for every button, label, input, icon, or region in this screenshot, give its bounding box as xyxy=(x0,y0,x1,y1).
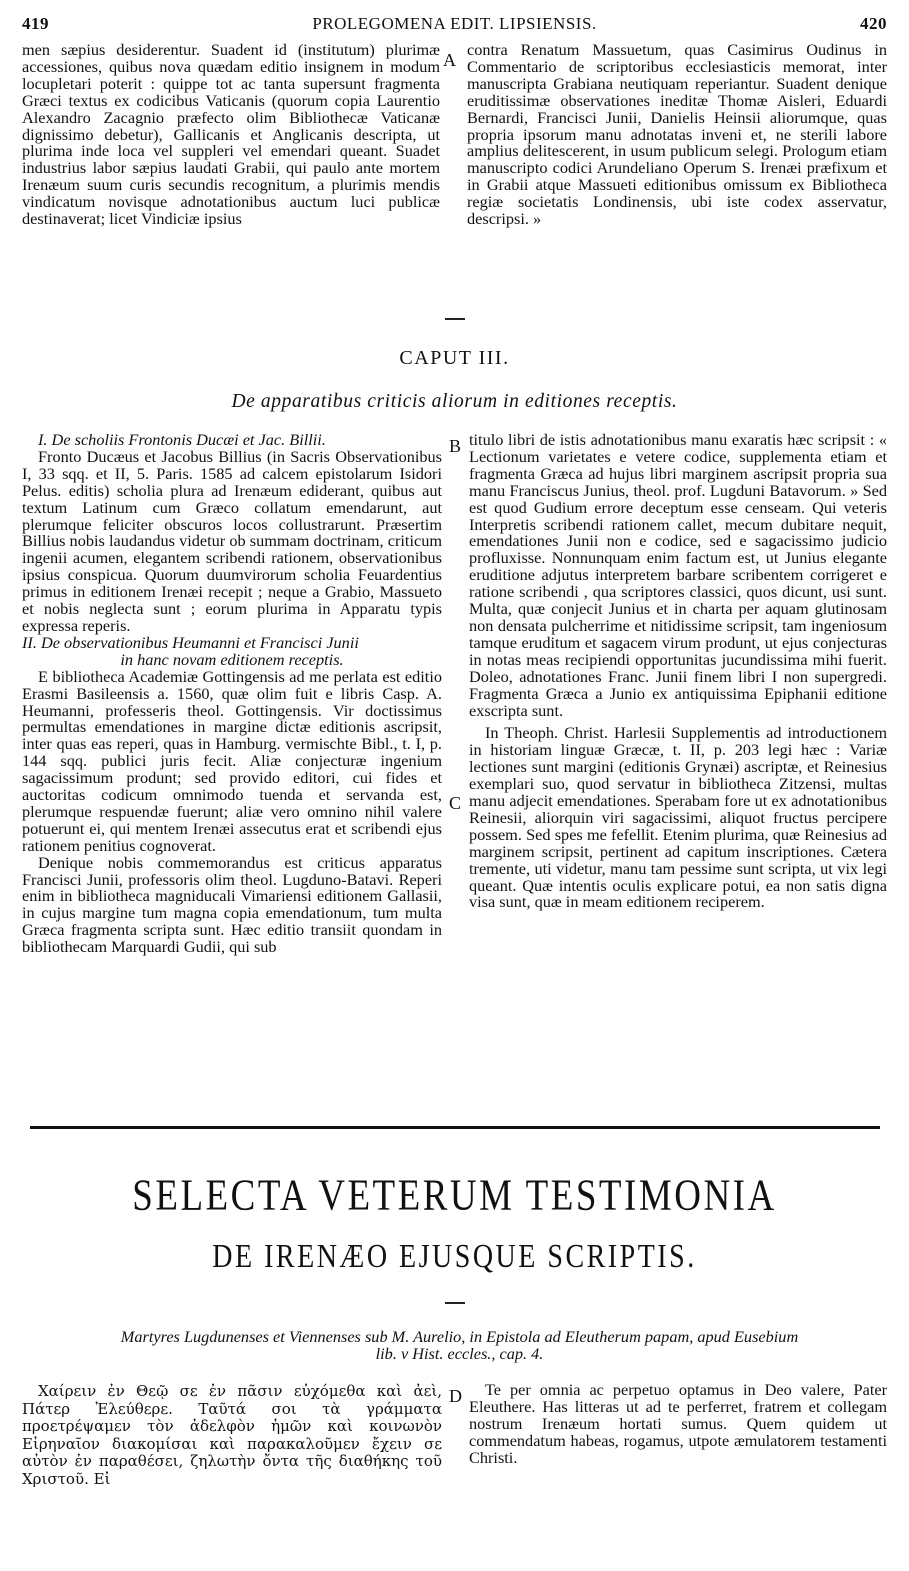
top-left-column xyxy=(22,42,440,228)
paragraph-ducaeus-billius: Fronto Ducæus et Jacobus Billius (in Sacris Observationibus I, 33 sqq. et II, 5. Paris. 1585 ad calcem epistolarum Isidori Pelus. editis) scholia plura ad Irenæum ediderant, quibus aut textum Latinum cum Græco collatum emendarunt, aut plerumque feliciter obscuros locos collustrarunt. Præsertim Billius nobis laudandus videtur ob summam doctrinam, criticum ingenii acumen, elegantem scribendi rationem, observationibus ipsius conspicua. Quorum duumvirorum scholia Feuardentius primus in editionem Irenæi recepit ; neque a Grabio, Massueto et nobis neglecta sunt ; eorum plurima in Apparatu typis expressa reperis. xyxy=(22,446,442,635)
running-head-title: PROLEGOMENA EDIT. LIPSIENSIS. xyxy=(312,14,597,33)
paragraph-harlesius: In Theoph. Christ. Harlesii Supplementis ad introductionem in historiam linguæ Græcæ, t. II, p. 203 legi hæc : Variæ lectiones sunt margini (editionis Grynæi) ascriptæ, et Reinesius exemplari suo, quod servatur in bibliotheca Zitzensi, multas manu adjecit emendationes. Sperabam fore ut ex adnotationibus Reinesii, aliorquin viri sagacissimi, aliquot fructus percipere possem. Sed spes me fefellit. Etenim plurima, quæ Reinesius ad marginem scripsit, pertinent ad capitum inscriptiones. Cætera tremente, uti videtur, manu tam pessime sunt scripta, ut vix legi queant. Quæ intentis oculis explicare potui, ea non satis digna visa sunt, quæ in meam editionem reciperem. xyxy=(469,723,887,912)
greek-text: Χαίρειν ἐν Θεῷ σε ἐν πᾶσιν εὐχόμεθα καὶ ἀεὶ, Πάτερ Ἐλεύθερε. Ταῦτά σοι τὰ γράμματα προετρέψαμεν τὸν ἀδελφὸν ἡμῶν καὶ κοινωνὸν Εἰρηναῖον διακομίσαι καὶ παρακαλοῦμεν ἔχειν σε αὐτὸν ἐν παραθέσει, ζηλωτὴν ὄντα τῆς διαθήκης τοῦ Χριστοῦ. Εἰ xyxy=(22,1382,442,1488)
testimonia-small-divider xyxy=(445,1302,465,1304)
top-left-text: men sæpius desiderentur. Suadent id (institutum) plurimæ accessiones, quibus nova quædam editio insignem in modum locupletari poterit : quippe tot ac tanta supersunt fragmenta Græci textus ex codicibus Vaticanis (quorum copia Laurentio Alexandro Zacagnio præfecto olim Bibliothecæ Vaticanæ dignissimo debetur), Gallicanis et Anglicanis descripta, ut plurima inde loca vel suppleri vel emendari queant. Suadet industrius labor sæpius laudati Grabii, qui paulo ante mortem Irenæum suum curis secundis recognitum, a plurimis mendis vindicatum novisque adnotationibus auctum luci publicæ destinaverat; licet Vindiciæ ipsius xyxy=(22,40,440,229)
paragraph-junius: Denique nobis commemorandus est criticus apparatus Francisci Junii, professoris olim theol. Lugduno-Batavi. Reperi enim in bibliotheca magniducali Vimariensi editionem Gallasii, in cujus margine tum magna copia emendationum, tum multa Græca fragmenta scripta sunt. Hæc editio transiit quondam in bibliothecam Marquardi Gudii, qui sub xyxy=(22,852,442,957)
latin-text: Te per omnia ac perpetuo optamus in Deo valere, Pater Eleuthere. Has litteras ut ad te perferret, fratrem et collegam nostrum Irenæum hortati sumus. Quem quidem ut commendatum habeas, rogamus, utpote æmulatorem testamenti Christi. xyxy=(469,1380,887,1467)
margin-marker-a: A xyxy=(443,50,456,70)
right-page-number: 420 xyxy=(860,14,887,33)
top-right-text: contra Renatum Massuetum, quas Casimirus Oudinus in Commentario de scriptoribus ecclesiasticis memorat, inter manuscripta Grabiana neutiquam reperiantur. Suadent denique eruditissimæ observationes ineditæ Thomæ Aisleri, Eduardi Bernardi, Francisci Junii, Danielis Heinsii aliorumque, quas propria ipsorum manu adnotatas inveni et, ne sterili labore amplius delitescerent, in usum publicum selegi. Prologum etiam manuscripto codici Arundeliano Operum S. Irenæi præfixum et in Grabii atque Massueti editionibus omissum ex Bibliotheca regiæ societatis Londinensis, ubi iste codex asservatur, descripsi. » xyxy=(467,40,887,229)
middle-left-column xyxy=(22,432,442,956)
testimonia-title: SELECTA VETERUM TESTIMONIA xyxy=(132,1171,777,1221)
paragraph-heumann: E bibliotheca Academiæ Gottingensis ad me perlata est editio Erasmi Basileensis a. 1560, quæ olim fuit e libris Casp. A. Heumanni, professeris theol. Gottingensis. Vir doctissimus permultas emendationes in margine dictæ editionis ascripsit, inter quas eas reperi, quas in Hamburg. vermischte Bibl., t. I, p. 144 sqq. publici juris fecit. Aliæ conjecturæ ingenium sagacissimum produnt; sed provido editori, cui fides et auctoritas codicum omnimodo tuenda et servanda est, plerumque respuendæ fuerunt; aliæ vero omnino nihil valere potuerunt ei, qui mentem Irenæi assecutus erat et scribendi ejus rationem penitius cognoverat. xyxy=(22,666,442,855)
margin-marker-c: C xyxy=(449,793,462,813)
testimonia-source-line-1: Martyres Lugdunenses et Viennenses sub M. Aurelio, in Epistola ad Eleutherum papam, apud Eusebium xyxy=(120,1327,799,1346)
top-right-column xyxy=(467,42,887,228)
section-heading-observationes-cont: in hanc novam editionem receptis. xyxy=(120,649,344,669)
running-head xyxy=(22,14,887,38)
testimonia-divider xyxy=(30,1126,880,1129)
chapter-subtitle: De apparatibus criticis aliorum in editiones receptis. xyxy=(231,391,678,412)
latin-text-column xyxy=(469,1382,887,1467)
testimonia-source-line-2: lib. v Hist. eccles., cap. 4. xyxy=(375,1344,544,1363)
section-divider xyxy=(445,318,465,320)
paragraph-gudius: titulo libri de istis adnotationibus manu exaratis hæc scripsit : « Lectionum varietates e vetere codice, supplementa etiam et fragmenta Græca ad hujus libri marginem ascripsit propria sua manu Franciscus Junius, theol. prof. Lugduni Batavorum. » Sed est quod Gudium errore deceptum esse censeam. Qui veteris Interpretis scribendi rationem callet, mecum dubitare nequit, emendationes Junii non e codice, sed e sagacissimo judicio profluxisse. Nonnunquam enim factum est, ut Junius elegante eruditione adjutus interpretem barbare scribentem corrigeret e ratione scribendi , qua scriptores classici, quos dicunt, usi sunt. Multa, quæ conjecit Junius et in charta per aquam glutinosam non densata pulcherrime et nitidissime scripsit, tam ingeniosum tamque eruditum et sagacem virum produnt, ut ejus conjecturas in notas meas recipiendi opportunitas jucundissima mihi fuerit. Doleo, adnotationes Franc. Junii finem libri I non supergredi. Fragmenta Græca a Junio ex antiquissima Epiphanii editione exscripta sunt. xyxy=(469,430,887,720)
greek-text-column xyxy=(22,1383,442,1488)
section-heading-observationes: II. De observationibus Heumanni et Francisci Junii xyxy=(22,632,359,652)
section-heading-scholia: I. De scholiis Frontonis Ducæi et Jac. Billii. xyxy=(38,430,326,449)
middle-right-column xyxy=(469,432,887,911)
testimonia-source xyxy=(40,1328,879,1362)
left-page-number: 419 xyxy=(22,14,49,33)
margin-marker-b: B xyxy=(449,436,462,456)
chapter-title: CAPUT III. xyxy=(399,347,510,369)
margin-marker-d: D xyxy=(449,1386,462,1406)
testimonia-subtitle: DE IRENÆO EJUSQUE SCRIPTIS. xyxy=(212,1238,697,1276)
